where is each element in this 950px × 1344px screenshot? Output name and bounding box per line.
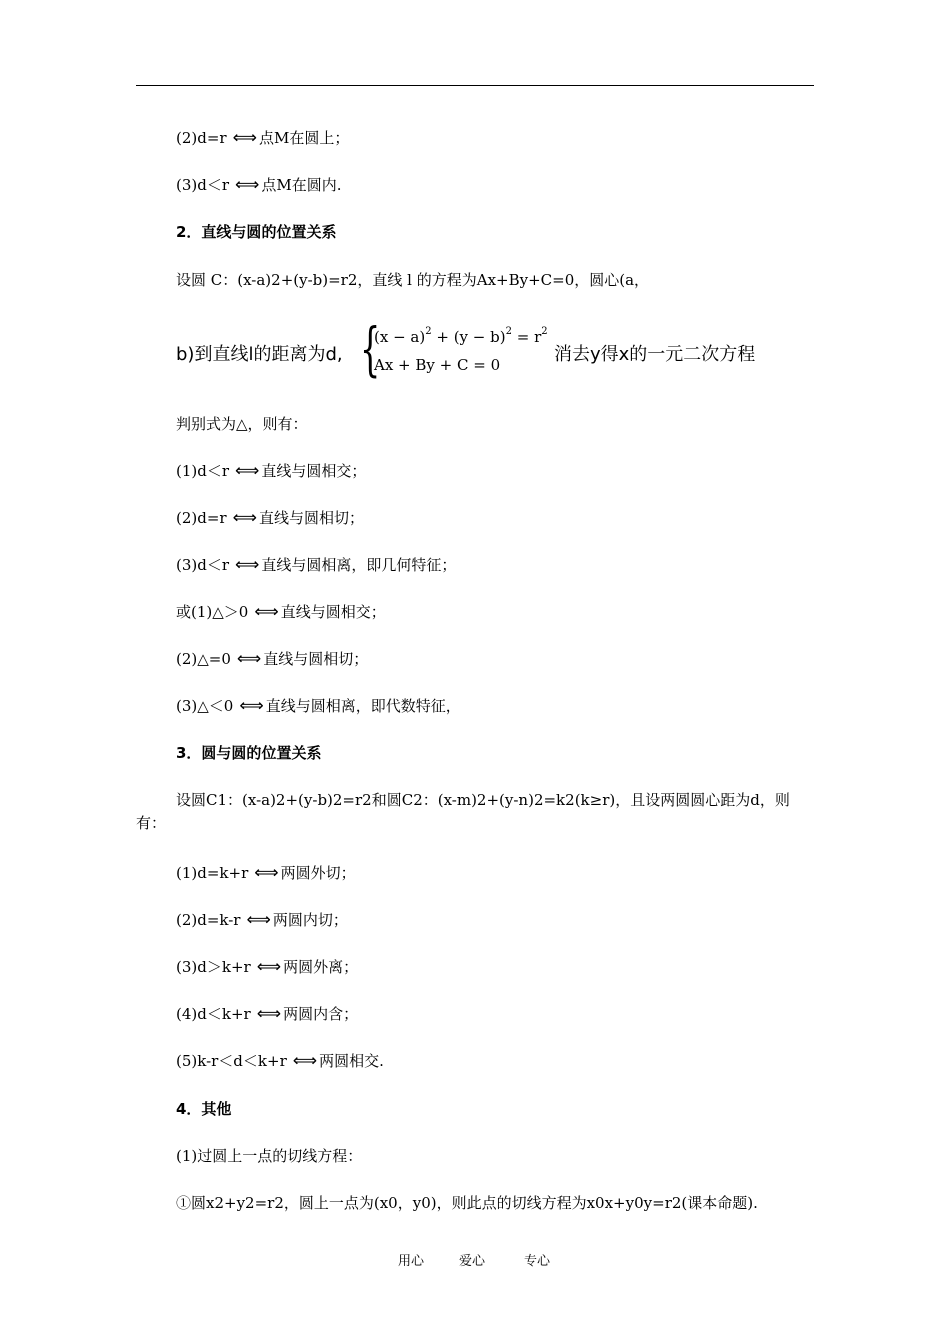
line-tangent: (2)d=r ⟺ 直线与圆相切； <box>176 508 364 528</box>
iff-icon: ⟺ <box>232 128 257 148</box>
footer-text-2: 爱心 <box>459 1254 486 1269</box>
paragraph-two-circles: 设圆C1：(x-a)2+(y-b)2=r2和圆C2：(x-m)2+(y-n)2=k2(k≥r)，且设两圆圆心距为d，则有： <box>136 791 790 832</box>
iff-icon: ⟺ <box>246 910 271 930</box>
paragraph-line-circle-setup: 设圆 C：(x-a)2+(y-b)=r2，直线 l 的方程为Ax+By+C=0，圆心(a， <box>176 271 650 289</box>
iff-icon: ⟺ <box>292 1051 318 1071</box>
circles-contained: (4)d＜k+r ⟺ 两圆内含； <box>176 1004 359 1024</box>
iff-icon: ⟺ <box>256 1004 282 1024</box>
iff-icon: ⟺ <box>235 555 260 575</box>
circles-external-tangent: (1)d=k+r ⟺ 两圆外切； <box>176 863 356 883</box>
footer-text-1: 用心 <box>398 1254 425 1269</box>
discriminant-negative: (3)△＜0 ⟺ 直线与圆相离，即代数特征， <box>176 696 461 716</box>
iff-icon: ⟺ <box>239 696 264 716</box>
iff-icon: ⟺ <box>254 863 279 883</box>
iff-icon: ⟺ <box>236 649 262 669</box>
equation-circle: $(x - a)^2 + (y - b)^2 = r^2$ <box>374 326 548 346</box>
line-separate: (3)d＜r ⟺ 直线与圆相离，即几何特征； <box>176 555 457 575</box>
discriminant-intro: 判别式为△，则有： <box>176 415 308 433</box>
discriminant-positive: 或(1)△＞0 ⟺ 直线与圆相交； <box>176 602 386 622</box>
equation-system <box>176 315 796 384</box>
section-heading-2: 2．直线与圆的位置关系 <box>176 223 337 241</box>
elimination-text: 消去y得x的一元二次方程 <box>554 344 756 365</box>
line-intersect: (1)d＜r ⟺ 直线与圆相交； <box>176 461 367 481</box>
iff-icon: ⟺ <box>235 175 260 195</box>
left-brace: { <box>360 315 381 383</box>
discriminant-zero: (2)△=0 ⟺ 直线与圆相切； <box>176 649 369 669</box>
equation-line: Ax + By + C = 0 <box>374 356 501 374</box>
condition-on-circle: (2)d=r ⟺ 点M在圆上； <box>176 128 350 148</box>
circles-internal-tangent: (2)d=k-r ⟺ 两圆内切； <box>176 910 348 930</box>
iff-icon: ⟺ <box>256 957 282 977</box>
tangent-line-intro: (1)过圆上一点的切线方程： <box>176 1147 363 1165</box>
section-heading-3: 3．圆与圆的位置关系 <box>176 744 322 762</box>
footer-text-3: 专心 <box>524 1254 551 1269</box>
iff-icon: ⟺ <box>254 602 279 622</box>
tangent-line-formula: ①圆x2+y2=r2，圆上一点为(x0，y0)，则此点的切线方程为x0x+y0y=r2(课本命题). <box>176 1194 758 1212</box>
circles-separate: (3)d＞k+r ⟺ 两圆外离； <box>176 957 359 977</box>
distance-text: b)到直线l的距离为d, <box>176 344 343 365</box>
iff-icon: ⟺ <box>235 461 260 481</box>
circles-intersect: (5)k-r＜d＜k+r ⟺ 两圆相交. <box>176 1051 384 1071</box>
header-rule <box>136 85 814 86</box>
condition-inside-circle: (3)d＜r ⟺ 点M在圆内. <box>176 175 342 195</box>
section-heading-4: 4．其他 <box>176 1100 232 1118</box>
iff-icon: ⟺ <box>232 508 257 528</box>
